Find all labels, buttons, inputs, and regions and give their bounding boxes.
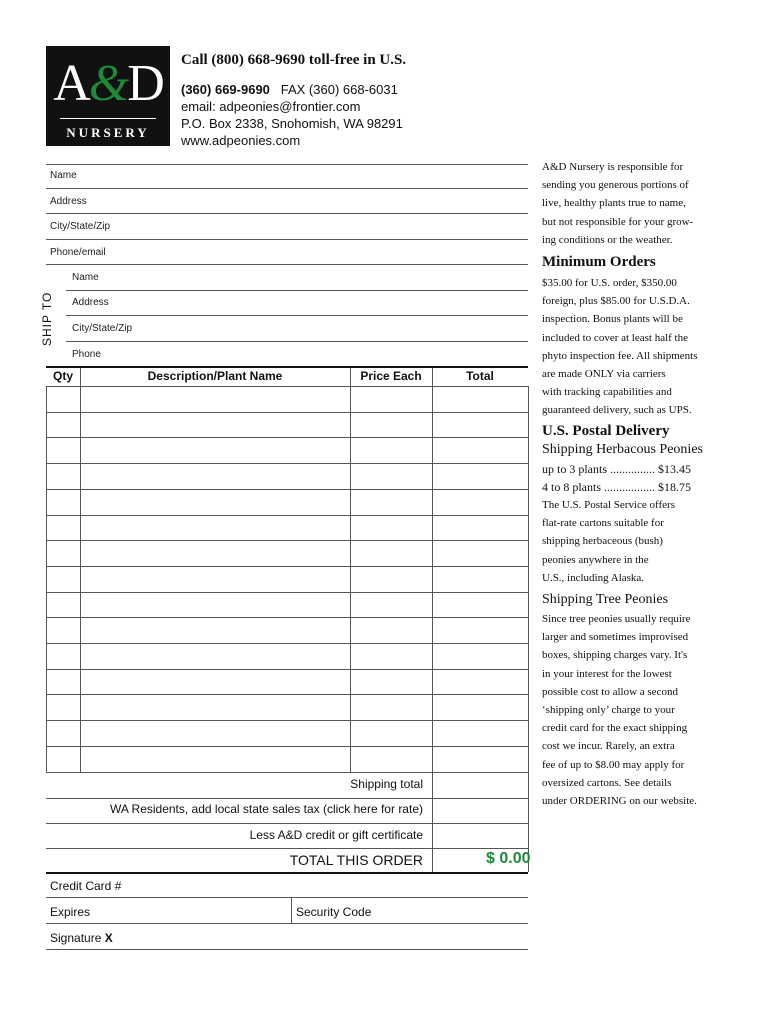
bill-address-field[interactable] [46,213,528,214]
table-row[interactable] [46,592,528,593]
info-line: oversized cartons. See details [542,776,672,789]
herb-rate-1: up to 3 plants ............... $13.45 [542,462,691,476]
ship-address-field[interactable] [66,315,528,316]
info-line: ‘shipping only’ charge to your [542,704,675,717]
security-code-label: Security Code [296,905,372,919]
table-row[interactable] [46,617,528,618]
info-line: under ORDERING on our website. [542,795,697,808]
nursery-logo [46,46,170,146]
info-line: with tracking capabilities and [542,386,672,399]
signature-mark: X [104,931,113,945]
postal-delivery-heading: U.S. Postal Delivery [542,423,670,439]
info-line: in your interest for the lowest [542,667,672,680]
info-line: The U.S. Postal Service offers [542,499,675,511]
table-row[interactable] [46,720,528,721]
info-line: but not responsible for your grow- [542,215,694,228]
email-link[interactable]: email: adpeonies@frontier.com [181,99,361,114]
info-line: flat-rate cartons suitable for [542,517,664,530]
info-line: A&D Nursery is responsible for [542,161,684,173]
info-line: $35.00 for U.S. order, $350.00 [542,277,677,289]
table-row[interactable] [46,643,528,644]
info-line: fee of up to $8.00 may apply for [542,758,685,771]
shipping-total-label: Shipping total [350,777,423,791]
info-line: larger and sometimes improvised [542,631,689,644]
ship-to-label: SHIP TO [40,291,54,346]
info-line: credit card for the exact shipping [542,722,688,735]
herbaceous-heading: Shipping Herbacous Peonies [542,442,703,457]
minimum-orders-text [542,274,712,420]
herbaceous-text [542,496,712,587]
order-total-value: $ 0.00 [486,850,531,867]
summary-cell[interactable] [432,798,528,799]
logo-wordmark: NURSERY [66,125,150,140]
summary-cell[interactable] [432,848,528,849]
phone-fax-line [181,82,398,97]
table-row[interactable] [46,669,528,670]
info-line: live, healthy plants true to name, [542,197,686,210]
info-line: boxes, shipping charges vary. It's [542,649,688,662]
description-header: Description/Plant Name [147,369,283,383]
info-line: Since tree peonies usually require [542,613,691,625]
signature-label: Signature X [50,931,113,945]
website-link[interactable]: www.adpeonies.com [181,133,301,148]
qty-header: Qty [52,369,73,383]
table-row[interactable] [46,412,528,413]
herb-rate-2: 4 to 8 plants ................. $18.75 [542,480,691,494]
info-line: ing conditions or the weather. [542,233,673,246]
ship-city-field[interactable] [66,341,528,342]
info-line: foreign, plus $85.00 for U.S.D.A. [542,295,690,308]
bill-address-label: Address [50,196,87,207]
mailing-address: P.O. Box 2338, Snohomish, WA 98291 [181,116,403,131]
bill-city-label: City/State/Zip [50,221,111,232]
ship-name-label: Name [72,272,99,283]
table-row[interactable] [46,746,528,747]
tollfree-headline: Call (800) 668-9690 toll-free in U.S. [181,52,407,68]
table-row[interactable] [46,694,528,695]
phone-number: (360) 669-9690 [181,82,270,97]
minimum-orders-heading: Minimum Orders [542,254,656,270]
bill-name-field[interactable] [46,188,528,189]
table-row[interactable] [46,386,528,387]
price-header: Price Each [360,369,422,383]
info-line: guaranteed delivery, such as UPS. [542,404,692,417]
total-header: Total [466,369,494,383]
info-line: phyto inspection fee. All shipments [542,349,698,362]
info-line: sending you generous portions of [542,179,689,192]
table-row[interactable] [46,566,528,567]
ship-name-field[interactable] [66,290,528,291]
bill-phone-label: Phone/email [50,247,106,258]
info-line: are made ONLY via carriers [542,368,666,381]
info-line: possible cost to allow a second [542,685,678,698]
info-line: cost we incur. Rarely, an extra [542,740,675,753]
ship-phone-label: Phone [72,349,101,360]
tree-peonies-heading: Shipping Tree Peonies [542,592,669,607]
order-total-label: TOTAL THIS ORDER [289,852,423,868]
bill-city-field[interactable] [46,239,528,240]
info-line: inspection. Bonus plants will be [542,313,683,326]
info-line: peonies anywhere in the [542,553,649,566]
table-row[interactable] [46,515,528,516]
credit-card-field[interactable] [46,897,528,898]
table-row[interactable] [46,489,528,490]
table-row[interactable] [46,540,528,541]
expires-label: Expires [50,905,91,919]
info-line: U.S., including Alaska. [542,571,645,584]
info-line: included to cover at least half the [542,331,688,344]
responsibility-note [542,158,712,249]
summary-cell[interactable] [432,823,528,824]
tree-peonies-text [542,610,712,810]
table-row[interactable] [46,437,528,438]
credit-label: Less A&D credit or gift certificate [249,828,423,842]
bill-name-label: Name [50,170,77,181]
credit-card-label: Credit Card # [50,879,122,893]
bill-phone-field[interactable] [46,264,528,265]
logo-initials: A&D [53,55,163,112]
sales-tax-link[interactable]: WA Residents, add local state sales tax (click here for rate) [109,802,423,816]
ship-address-label: Address [72,297,109,308]
expires-field[interactable] [46,923,528,924]
fax-number: FAX (360) 668-6031 [280,82,398,97]
ship-city-label: City/State/Zip [72,323,133,334]
table-row[interactable] [46,463,528,464]
signature-field[interactable] [46,949,528,950]
info-line: shipping herbaceous (bush) [542,535,663,548]
